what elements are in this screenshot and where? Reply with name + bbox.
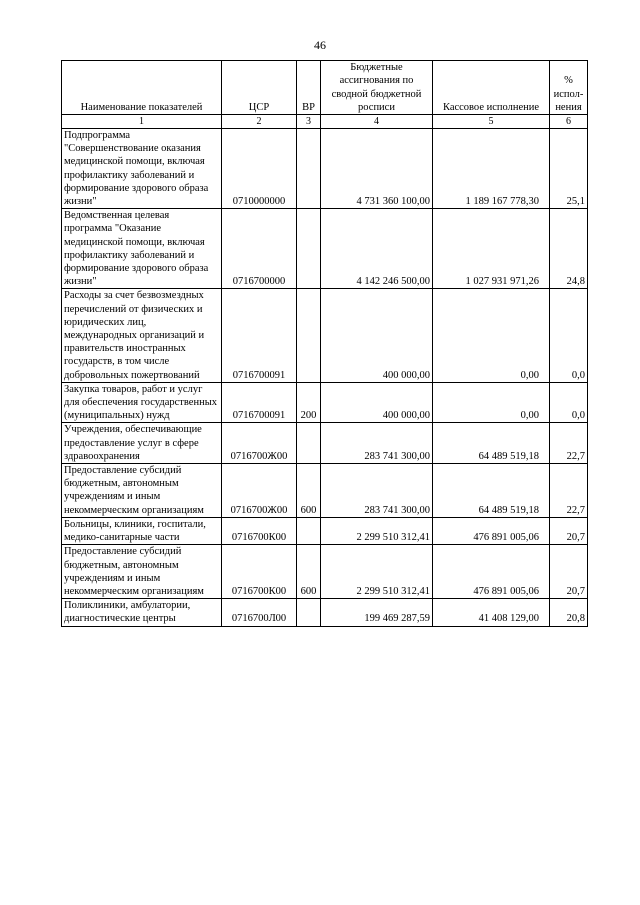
row-pct: 24,8: [550, 209, 588, 289]
row-pct: 20,7: [550, 517, 588, 544]
row-name: Поликлиники, амбулатории, диагностические центры: [62, 599, 222, 626]
row-csr: 0716700000: [222, 209, 297, 289]
row-name: Подпрограмма "Совершенствование оказания медицинской помощи, включая профилактику заболеваний и формирование здорового образа жизни": [62, 129, 222, 209]
row-name: Учреждения, обеспечивающие предоставление услуг в сфере здравоохранения: [62, 423, 222, 464]
row-budget: 4 142 246 500,00: [321, 209, 433, 289]
row-pct: 20,8: [550, 599, 588, 626]
row-csr: 0716700К00: [222, 545, 297, 599]
column-number-row: [62, 115, 588, 129]
table-row: [62, 517, 588, 544]
row-pct: 0,0: [550, 289, 588, 382]
row-csr: 0716700091: [222, 289, 297, 382]
row-budget: 199 469 287,59: [321, 599, 433, 626]
column-number: 2: [222, 115, 297, 129]
row-budget: 283 741 300,00: [321, 423, 433, 464]
row-vr: [297, 129, 321, 209]
row-pct: 22,7: [550, 464, 588, 518]
row-name: Расходы за счет безвозмездных перечислений от физических и юридических лиц, международных организаций и правительств иностранных государств, в том числе добровольных пожертвований: [62, 289, 222, 382]
row-budget: 400 000,00: [321, 289, 433, 382]
row-cash: 476 891 005,06: [433, 517, 550, 544]
row-csr: 0716700Ж00: [222, 423, 297, 464]
row-vr: [297, 517, 321, 544]
row-cash: 476 891 005,06: [433, 545, 550, 599]
header-budget: Бюджетные ассигнования по сводной бюджетной росписи: [321, 61, 433, 115]
header-csr: ЦСР: [222, 61, 297, 115]
row-pct: 0,0: [550, 382, 588, 423]
row-csr: 0716700К00: [222, 517, 297, 544]
row-pct: 25,1: [550, 129, 588, 209]
row-cash: 1 189 167 778,30: [433, 129, 550, 209]
row-csr: 0716700Ж00: [222, 464, 297, 518]
row-budget: 2 299 510 312,41: [321, 545, 433, 599]
table-row: [62, 209, 588, 289]
row-cash: 1 027 931 971,26: [433, 209, 550, 289]
row-pct: 22,7: [550, 423, 588, 464]
row-vr: [297, 289, 321, 382]
header-pct: % испол-нения: [550, 61, 588, 115]
row-vr: 600: [297, 545, 321, 599]
budget-execution-table: [61, 60, 588, 627]
row-cash: 0,00: [433, 289, 550, 382]
table-row: [62, 423, 588, 464]
table-row: [62, 545, 588, 599]
row-name: Закупка товаров, работ и услуг для обеспечения государственных (муниципальных) нужд: [62, 382, 222, 423]
row-cash: 64 489 519,18: [433, 423, 550, 464]
table-row: [62, 382, 588, 423]
column-number: 5: [433, 115, 550, 129]
header-cash: Кассовое исполнение: [433, 61, 550, 115]
table-row: [62, 129, 588, 209]
row-name: Предоставление субсидий бюджетным, автономным учреждениям и иным некоммерческим организациям: [62, 545, 222, 599]
row-name: Ведомственная целевая программа "Оказание медицинской помощи, включая профилактику заболеваний и формирование здорового образа жизни": [62, 209, 222, 289]
row-cash: 41 408 129,00: [433, 599, 550, 626]
row-csr: 0716700091: [222, 382, 297, 423]
column-number: 6: [550, 115, 588, 129]
row-name: Предоставление субсидий бюджетным, автономным учреждениям и иным некоммерческим организациям: [62, 464, 222, 518]
table-row: [62, 289, 588, 382]
row-budget: 2 299 510 312,41: [321, 517, 433, 544]
column-number: 3: [297, 115, 321, 129]
row-name: Больницы, клиники, госпитали, медико-санитарные части: [62, 517, 222, 544]
column-number: 4: [321, 115, 433, 129]
header-name: Наименование показателей: [62, 61, 222, 115]
header-vr: ВР: [297, 61, 321, 115]
row-vr: 600: [297, 464, 321, 518]
row-cash: 64 489 519,18: [433, 464, 550, 518]
table-row: [62, 464, 588, 518]
row-vr: [297, 599, 321, 626]
page-number: 46: [314, 38, 326, 52]
row-pct: 20,7: [550, 545, 588, 599]
row-budget: 283 741 300,00: [321, 464, 433, 518]
table-row: [62, 599, 588, 626]
row-budget: 4 731 360 100,00: [321, 129, 433, 209]
row-csr: 0710000000: [222, 129, 297, 209]
row-cash: 0,00: [433, 382, 550, 423]
row-budget: 400 000,00: [321, 382, 433, 423]
column-number: 1: [62, 115, 222, 129]
row-vr: [297, 423, 321, 464]
row-vr: 200: [297, 382, 321, 423]
row-vr: [297, 209, 321, 289]
header-row: [62, 61, 588, 115]
row-csr: 0716700Л00: [222, 599, 297, 626]
